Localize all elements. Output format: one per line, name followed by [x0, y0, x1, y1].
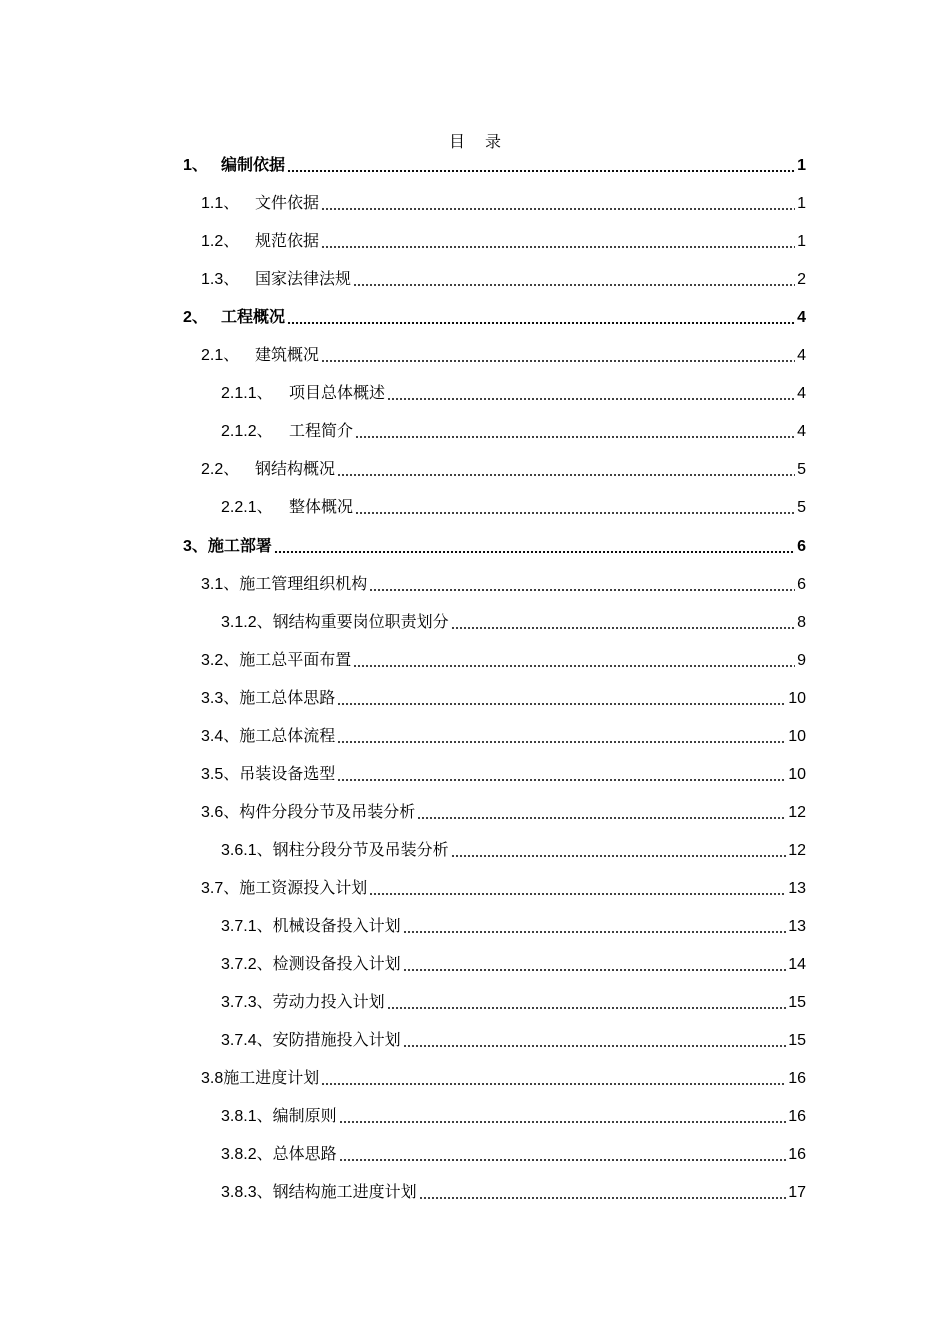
toc-entry-label: 钢结构概况	[255, 461, 336, 479]
dot-leader	[274, 551, 795, 553]
toc-entry-page-number: 1	[797, 233, 806, 251]
toc-entry[interactable]	[201, 800, 806, 826]
dot-leader	[321, 360, 795, 362]
toc-entry[interactable]	[221, 838, 806, 864]
toc-entry-number: 3.8.3、	[221, 1184, 273, 1202]
toc-entry-label: 工程简介	[289, 423, 354, 441]
toc-entry-label: 安防措施投入计划	[272, 1032, 401, 1050]
toc-entry[interactable]	[201, 876, 806, 902]
toc-entry-label: 钢结构施工进度计划	[272, 1184, 417, 1202]
dot-leader	[337, 474, 795, 476]
toc-entry-label: 施工资源投入计划	[239, 879, 368, 897]
toc-entry-number: 3.8	[201, 1070, 224, 1088]
toc-entry[interactable]	[183, 534, 806, 560]
toc-entry-number: 3.8.2、	[221, 1146, 273, 1164]
toc-entry-page-number: 16	[788, 1070, 806, 1088]
toc-entry-page-number: 1	[797, 195, 806, 213]
dot-leader	[339, 1159, 787, 1161]
toc-entry[interactable]	[201, 762, 806, 788]
toc-entry[interactable]	[201, 191, 806, 217]
toc-entry-label: 施工总平面布置	[239, 651, 352, 669]
toc-entry-label: 施工管理组织机构	[239, 575, 368, 593]
toc-entry-number: 3.7.3、	[221, 994, 273, 1012]
dot-leader	[451, 627, 795, 629]
toc-entry-label: 规范依据	[255, 233, 320, 251]
toc-entry[interactable]	[201, 648, 806, 674]
toc-entry[interactable]	[221, 914, 806, 940]
toc-entry[interactable]	[201, 343, 806, 369]
toc-entry-number: 3.3、	[201, 689, 240, 707]
toc-entry[interactable]	[201, 724, 806, 750]
toc-entry[interactable]	[221, 952, 806, 978]
dot-leader	[369, 893, 786, 895]
toc-entry-label: 建筑概况	[255, 347, 320, 365]
toc-entry-number: 3.7.1、	[221, 918, 273, 935]
dot-leader	[369, 589, 795, 591]
toc-entry[interactable]	[221, 381, 806, 407]
dot-leader	[451, 855, 787, 857]
toc-entry-number: 3.6.1、	[221, 841, 273, 859]
toc-entry-label: 工程概况	[221, 309, 286, 327]
toc-entry-number: 2、	[183, 309, 208, 327]
toc-title: 目录	[448, 134, 521, 151]
toc-entry-page-number: 9	[797, 651, 806, 669]
dot-leader	[419, 1197, 787, 1199]
toc-entry-label: 劳动力投入计划	[272, 994, 385, 1012]
toc-entry[interactable]	[221, 990, 806, 1016]
toc-entry-label: 机械设备投入计划	[272, 918, 401, 935]
toc-entry-label: 构件分段分节及吊装分析	[239, 803, 416, 821]
toc-entry-page-number: 4	[797, 347, 806, 365]
dot-leader	[355, 512, 795, 514]
toc-entry[interactable]	[221, 1180, 806, 1206]
toc-entry-number: 3.6、	[201, 803, 240, 821]
toc-entry-page-number: 5	[797, 499, 806, 517]
toc-entry-page-number: 15	[788, 1032, 806, 1050]
toc-entry-number: 1.1、	[201, 195, 240, 213]
toc-entry-number: 3.7.4、	[221, 1032, 273, 1050]
toc-entry-page-number: 13	[788, 918, 806, 935]
toc-entry-label: 钢结构重要岗位职责划分	[272, 613, 449, 631]
toc-entry[interactable]	[201, 267, 806, 293]
toc-entry-label: 编制依据	[221, 157, 286, 174]
toc-entry-page-number: 13	[788, 879, 806, 897]
toc-entry-number: 2.2、	[201, 461, 240, 479]
toc-entry[interactable]	[183, 305, 806, 331]
toc-entry-label: 整体概况	[289, 499, 354, 517]
dot-leader	[403, 931, 787, 933]
toc-entry-label: 项目总体概述	[289, 385, 386, 403]
toc-entry-page-number: 10	[788, 727, 806, 745]
dot-leader	[387, 398, 795, 400]
dot-leader	[321, 1083, 786, 1085]
toc-entry-number: 2.1.1、	[221, 385, 273, 403]
dot-leader	[403, 969, 787, 971]
toc-entry-label: 吊装设备选型	[239, 765, 336, 783]
toc-entry-number: 3.7.2、	[221, 956, 273, 974]
toc-entry-number: 3、	[183, 537, 208, 555]
dot-leader	[353, 284, 795, 286]
toc-entry[interactable]	[221, 495, 806, 521]
toc-entry-label: 编制原则	[272, 1108, 337, 1126]
toc-entry-label: 钢柱分段分节及吊装分析	[272, 841, 449, 859]
dot-leader	[339, 1121, 787, 1123]
toc-entry-number: 2.1.2、	[221, 423, 273, 441]
toc-entry-label: 检测设备投入计划	[272, 956, 401, 974]
dot-leader	[337, 703, 786, 705]
dot-leader	[355, 436, 795, 438]
toc-entry-label: 国家法律法规	[255, 271, 352, 289]
toc-entry-page-number: 4	[797, 423, 806, 441]
toc-entry-number: 3.5、	[201, 765, 240, 783]
toc-entry[interactable]	[201, 572, 806, 598]
dot-leader	[321, 246, 795, 248]
toc-entry-page-number: 16	[788, 1108, 806, 1126]
toc-entry-number: 3.1、	[201, 575, 240, 593]
toc-entry[interactable]	[201, 686, 806, 712]
toc-entry-number: 3.7、	[201, 879, 240, 897]
toc-entry[interactable]	[201, 229, 806, 255]
dot-leader	[387, 1007, 787, 1009]
toc-entry-label: 施工进度计划	[223, 1070, 320, 1088]
toc-entry-page-number: 6	[797, 575, 806, 593]
toc-entry-label: 文件依据	[255, 195, 320, 213]
toc-entry-page-number: 14	[788, 956, 806, 974]
toc-entry[interactable]	[201, 457, 806, 483]
toc-entry-number: 1.3、	[201, 271, 240, 289]
dot-leader	[321, 208, 795, 210]
toc-entry-page-number: 15	[788, 994, 806, 1012]
toc-entry-page-number: 4	[797, 385, 806, 403]
toc-entry-label: 施工总体流程	[239, 727, 336, 745]
toc-entry-number: 1、	[183, 157, 208, 174]
toc-entry-number: 3.1.2、	[221, 613, 273, 631]
toc-entry-page-number: 8	[797, 613, 806, 631]
toc-entry-number: 3.8.1、	[221, 1108, 273, 1126]
dot-leader	[287, 322, 795, 324]
toc-entry-page-number: 12	[788, 803, 806, 821]
toc-entry-page-number: 1	[797, 157, 806, 174]
toc-entry-page-number: 6	[797, 537, 806, 555]
toc-entry-page-number: 17	[788, 1184, 806, 1202]
toc-entry[interactable]	[183, 153, 806, 179]
toc-entry-number: 3.2、	[201, 651, 240, 669]
toc-entry[interactable]	[221, 1028, 806, 1054]
toc-entry-number: 2.1、	[201, 347, 240, 365]
toc-entry[interactable]	[221, 1142, 806, 1168]
toc-entry-page-number: 10	[788, 689, 806, 707]
toc-entry-page-number: 12	[788, 841, 806, 859]
toc-entry-label: 施工部署	[207, 537, 272, 555]
toc-entry-page-number: 5	[797, 461, 806, 479]
dot-leader	[337, 741, 786, 743]
toc-entry-number: 1.2、	[201, 233, 240, 251]
dot-leader	[403, 1045, 787, 1047]
toc-entry-label: 总体思路	[272, 1146, 337, 1164]
toc-entry-page-number: 4	[797, 309, 806, 327]
toc-entry[interactable]	[201, 1066, 806, 1092]
toc-entry-page-number: 16	[788, 1146, 806, 1164]
toc-entry[interactable]	[221, 610, 806, 636]
toc-entry-page-number: 2	[797, 271, 806, 289]
toc-entry-label: 施工总体思路	[239, 689, 336, 707]
dot-leader	[353, 665, 795, 667]
toc-entry[interactable]	[221, 419, 806, 445]
toc-entry[interactable]	[221, 1104, 806, 1130]
dot-leader	[287, 170, 795, 172]
toc-entry-number: 2.2.1、	[221, 499, 273, 517]
toc-entry-number: 3.4、	[201, 727, 240, 745]
toc-entry-page-number: 10	[788, 765, 806, 783]
dot-leader	[337, 779, 786, 781]
dot-leader	[417, 817, 786, 819]
